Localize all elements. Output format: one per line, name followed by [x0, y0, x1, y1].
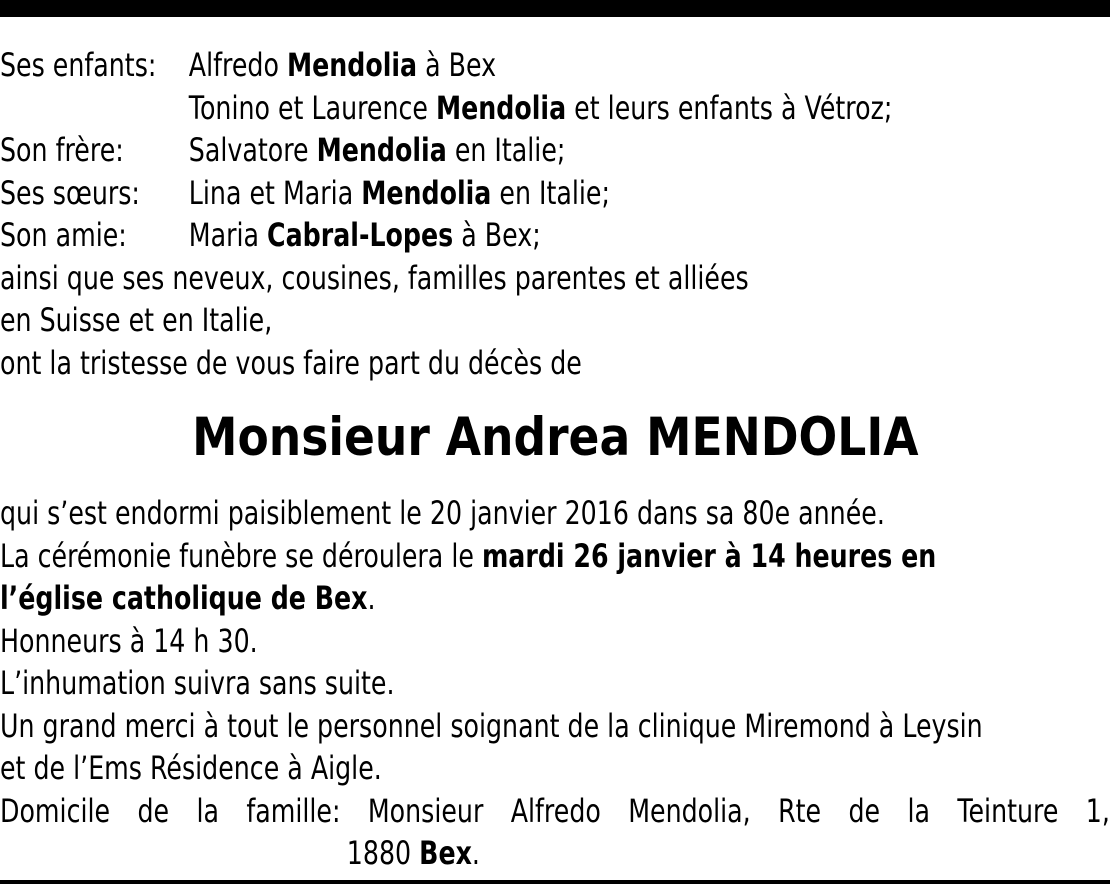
- family-text: Tonino et Laurence: [188, 88, 436, 127]
- death-line: qui s’est endormi paisiblement le 20 janvier 2016 dans sa 80e année.: [0, 494, 885, 532]
- domicile-line-2: [0, 832, 877, 875]
- domicile-word: Monsieur: [367, 791, 484, 830]
- family-surname: Mendolia: [361, 173, 492, 212]
- family-surname: Mendolia: [435, 88, 567, 127]
- family-text: en Italie;: [446, 131, 566, 169]
- domicile-word: Domicile: [0, 791, 111, 830]
- domicile-word: famille:: [246, 791, 341, 830]
- domicile-city: Bex: [419, 834, 472, 872]
- ceremony-line-1: [0, 535, 937, 578]
- obituary-notice: [0, 44, 1110, 875]
- ceremony-text: La cérémonie funèbre se déroulera le: [0, 536, 482, 575]
- domicile-word: la: [907, 791, 930, 830]
- family-text: Lina et Maria: [188, 173, 362, 212]
- family-line-friend: [0, 214, 877, 257]
- family-line-children-2: [0, 87, 893, 130]
- family-line-sisters: [0, 172, 877, 215]
- family-text: à Bex;: [453, 216, 541, 254]
- domicile-word: la: [196, 791, 219, 830]
- family-text: en Italie;: [491, 173, 610, 212]
- domicile-word: Mendolia,: [628, 791, 751, 830]
- family-text: et leurs enfants à Vétroz;: [566, 88, 893, 127]
- top-rule: [0, 0, 1110, 17]
- detail-line-thanks-2: et de l’Ems Résidence à Aigle.: [0, 749, 382, 787]
- family-surname: Mendolia: [316, 131, 447, 169]
- detail-line-thanks: Un grand merci à tout le personnel soignant de la clinique Miremond à Leysin: [0, 706, 983, 745]
- family-line-brother: [0, 129, 877, 172]
- bottom-rule: [0, 880, 1110, 884]
- domicile-text: .: [471, 834, 480, 872]
- family-label: Ses sœurs:: [0, 173, 140, 212]
- domicile-word: Teinture: [957, 791, 1059, 830]
- domicile-word: 1,: [1085, 791, 1110, 830]
- domicile-postcode: 1880: [346, 834, 420, 872]
- domicile-word: Alfredo: [510, 791, 601, 830]
- family-line-children: [0, 44, 877, 87]
- ceremony-date: mardi 26 janvier à 14 heures en: [481, 536, 937, 575]
- ceremony-place: l’église catholique de Bex: [0, 579, 368, 617]
- ceremony-line-2: [0, 577, 877, 620]
- family-text: à Bex: [417, 46, 497, 84]
- domicile-word: de: [137, 791, 170, 830]
- family-label: Son amie:: [0, 216, 127, 254]
- family-label: Son frère:: [0, 131, 124, 169]
- family-surname: Mendolia: [286, 46, 418, 84]
- detail-line-burial: L’inhumation suivra sans suite.: [0, 664, 395, 702]
- intro-line: ainsi que ses neveux, cousines, familles parentes et alliées: [0, 258, 749, 297]
- detail-line-honours: Honneurs à 14 h 30.: [0, 621, 258, 660]
- ceremony-text: .: [367, 579, 376, 617]
- domicile-words: [0, 790, 1110, 833]
- intro-line: ont la tristesse de vous faire part du décès de: [0, 343, 582, 382]
- deceased-name: Monsieur Andrea MENDOLIA: [191, 407, 919, 468]
- family-text: Alfredo: [188, 46, 287, 84]
- family-text: Maria: [188, 216, 268, 254]
- deceased-name-heading: [0, 384, 1110, 492]
- domicile-word: Rte: [778, 791, 822, 830]
- family-text: Salvatore: [188, 131, 317, 169]
- intro-line: en Suisse et en Italie,: [0, 301, 273, 339]
- family-surname: Cabral-Lopes: [267, 216, 454, 254]
- domicile-word: de: [848, 791, 881, 830]
- family-label: Ses enfants:: [0, 46, 157, 84]
- domicile-line-1: [0, 790, 1110, 833]
